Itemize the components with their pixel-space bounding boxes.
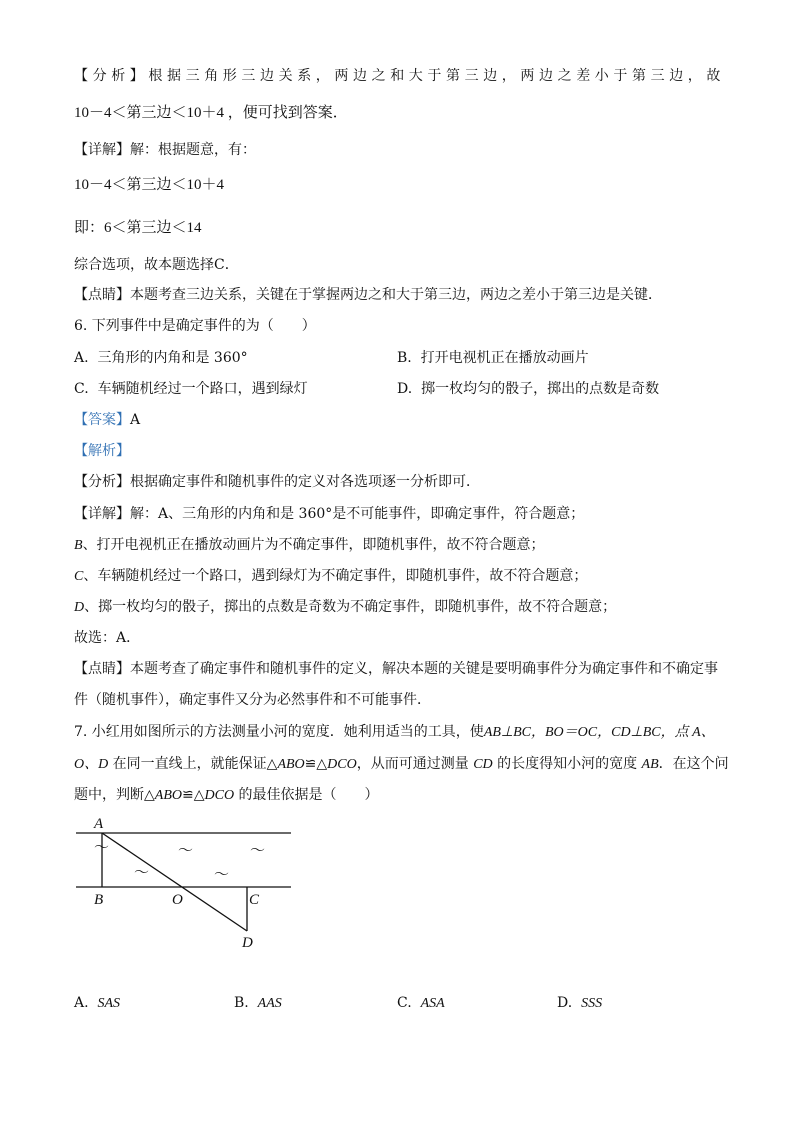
stem-text: 的长度得知小河的宽度 bbox=[492, 756, 642, 772]
q6-stem: 6. 下列事件中是确定事件的为（ ） bbox=[74, 318, 316, 334]
stem-math: CD bbox=[473, 757, 493, 772]
option-letter: A. bbox=[74, 995, 89, 1011]
stem-math: ABO bbox=[154, 788, 182, 803]
option-text: 打开电视机正在播放动画片 bbox=[420, 350, 589, 366]
comment-text: 本题考查三边关系，关键在于掌握两边之和大于第三边，两边之差小于第三边是关键． bbox=[130, 287, 662, 303]
detail-text: 解：A、三角形的内角和是 360°是不可能事件，即确定事件，符合题意； bbox=[130, 506, 585, 522]
option-text: 车辆随机经过一个路口，遇到绿灯 bbox=[97, 381, 308, 397]
stem-text: ，从而可通过测量 bbox=[356, 756, 474, 772]
wave-mark: ～ bbox=[250, 843, 266, 859]
option-text: 掷一枚均匀的骰子，掷出的点数是奇数 bbox=[421, 381, 660, 397]
stem-text: 题中，判断△ bbox=[74, 787, 155, 803]
q7-option-d bbox=[557, 993, 602, 1014]
detail-text: 、掷一枚均匀的骰子，掷出的点数是奇数为不确定事件，即随机事件，故不符合题意； bbox=[84, 599, 617, 615]
analysis-label: 【分析】 bbox=[74, 68, 149, 84]
stem-math: DCO bbox=[204, 788, 235, 803]
stem-math: AB bbox=[641, 757, 659, 772]
stem-text: ．在这个问 bbox=[658, 756, 729, 772]
option-text: SAS bbox=[97, 996, 121, 1011]
wave-mark: ～ bbox=[94, 840, 110, 856]
wave-mark: ～ bbox=[178, 843, 194, 859]
q7-option-a bbox=[74, 993, 120, 1014]
analysis-text: 根据三角形三边关系，两边之和大于第三边，两边之差小于第三边，故 bbox=[148, 68, 726, 84]
q5-inequality-1: 10－4＜第三边＜10＋4 bbox=[74, 177, 225, 193]
option-letter: D. bbox=[557, 995, 573, 1011]
option-letter: B. bbox=[397, 350, 412, 366]
option-letter: D. bbox=[397, 381, 413, 397]
detail-label: 【详解】 bbox=[74, 506, 130, 522]
detail-text: 解：根据题意，有： bbox=[130, 142, 256, 158]
q5-inequality-2: 即：6＜第三边＜14 bbox=[74, 220, 202, 236]
stem-text: 在同一直线上，就能保证△ bbox=[108, 756, 278, 772]
comment-label: 【点睛】 bbox=[74, 287, 130, 303]
point-label-b: B bbox=[94, 892, 104, 908]
q6-choice: 故选：A． bbox=[74, 630, 141, 646]
q5-conclusion: 综合选项，故本题选择C． bbox=[74, 257, 239, 273]
q7-option-b bbox=[234, 993, 282, 1014]
detail-letter: D bbox=[74, 600, 85, 615]
q5-analysis-cont: 10－4＜第三边＜10＋4 ，便可找到答案． bbox=[74, 105, 348, 121]
stem-text: 的最佳依据是（ ） bbox=[234, 787, 379, 803]
point-label-o: O bbox=[172, 892, 183, 908]
detail-letter: B bbox=[74, 538, 83, 553]
stem-math: AB⊥BC，BO＝OC，CD⊥BC，点 A、 bbox=[483, 725, 715, 740]
analysis-text: 根据确定事件和随机事件的定义对各选项逐一分析即可． bbox=[130, 474, 480, 490]
wave-mark: ～ bbox=[134, 865, 150, 881]
detail-text: 、车辆随机经过一个路口，遇到绿灯为不确定事件，即随机事件，故不符合题意； bbox=[83, 568, 588, 584]
option-letter: B. bbox=[234, 995, 249, 1011]
point-label-a: A bbox=[94, 816, 104, 832]
stem-math: ABO bbox=[277, 757, 305, 772]
point-label-c: C bbox=[249, 892, 260, 908]
q7-option-c bbox=[397, 993, 445, 1014]
detail-letter: C bbox=[74, 569, 84, 584]
analysis-label: 【分析】 bbox=[74, 474, 130, 490]
comment-text: 本题考查了确定事件和随机事件的定义，解决本题的关键是要明确事件分为确定事件和不确定事 bbox=[130, 661, 718, 677]
wave-mark: ～ bbox=[214, 867, 230, 883]
option-text: AAS bbox=[257, 996, 282, 1011]
detail-label: 【详解】 bbox=[74, 142, 130, 158]
point-label-d: D bbox=[242, 935, 253, 951]
stem-math: DCO bbox=[327, 757, 357, 772]
option-letter: C. bbox=[397, 995, 412, 1011]
comment-label: 【点睛】 bbox=[74, 661, 130, 677]
stem-text: ≌△ bbox=[304, 756, 328, 772]
detail-text: 、打开电视机正在播放动画片为不确定事件，即随机事件，故不符合题意； bbox=[82, 537, 545, 553]
q6-comment-cont: 件（随机事件），确定事件又分为必然事件和不可能事件． bbox=[74, 692, 431, 708]
answer-label: 【答案】 bbox=[74, 412, 130, 428]
option-text: SSS bbox=[581, 996, 603, 1011]
q6-solution-label: 【解析】 bbox=[74, 443, 130, 459]
option-letter: C. bbox=[74, 381, 89, 397]
option-text: ASA bbox=[420, 996, 445, 1011]
option-text: 三角形的内角和是 360° bbox=[97, 350, 248, 366]
option-letter: A. bbox=[74, 350, 89, 366]
answer-value: A bbox=[130, 412, 141, 428]
stem-text: ≌△ bbox=[182, 787, 205, 803]
stem-math: O、D bbox=[74, 757, 109, 772]
stem-text: 7. 小红用如图所示的方法测量小河的宽度．她利用适当的工具，使 bbox=[74, 724, 484, 740]
